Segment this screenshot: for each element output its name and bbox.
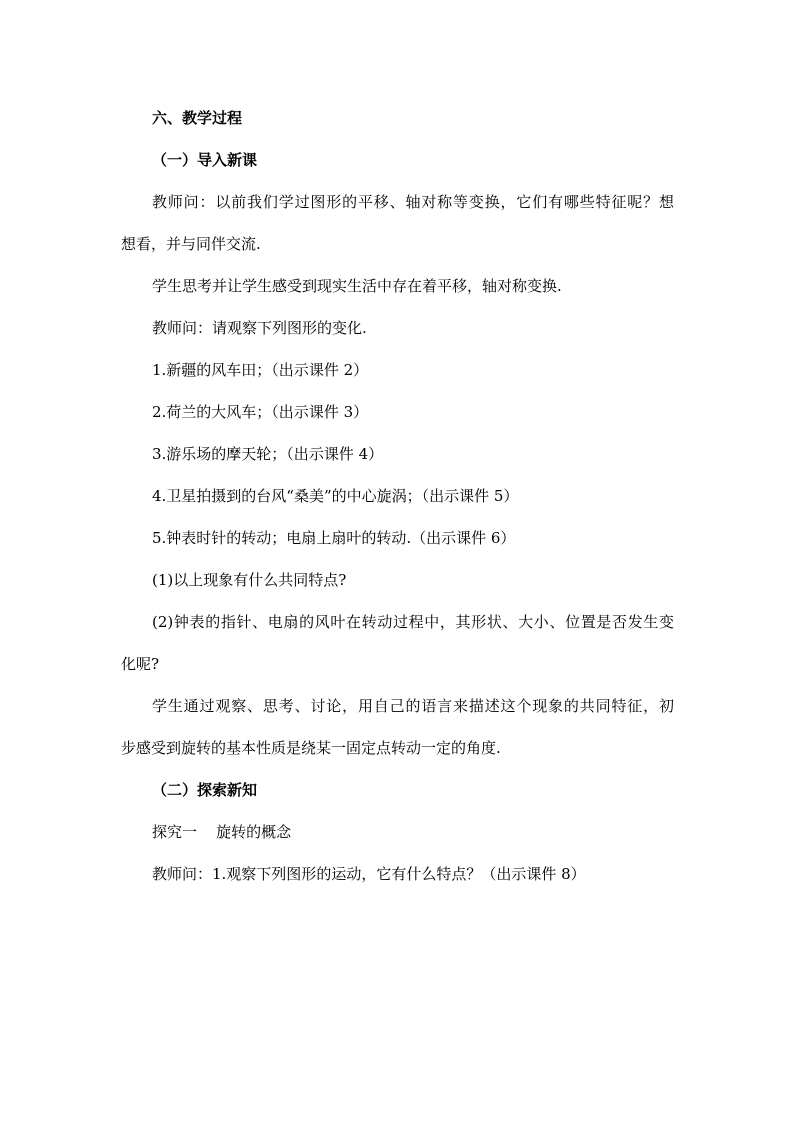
list-item: 1.新疆的风车田；（出示课件 2） bbox=[152, 361, 369, 379]
subsection-title-intro: （一）导入新课 bbox=[152, 151, 258, 169]
subsection-title-explore: （二）探索新知 bbox=[152, 781, 258, 799]
paragraph-teacher-question-line-1: 教师问：以前我们学过图形的平移、轴对称等变换，它们有哪些特征呢？想 bbox=[152, 193, 674, 211]
paragraph-teacher-question-line-2: 想看，并与同伴交流. bbox=[121, 235, 261, 253]
list-item: 2.荷兰的大风车；（出示课件 3） bbox=[152, 403, 369, 421]
paragraph-student-discussion-line-2: 步感受到旋转的基本性质是绕某一固定点转动一定的角度. bbox=[121, 739, 501, 757]
paragraph-teacher-observe: 教师问：请观察下列图形的变化. bbox=[152, 319, 367, 337]
list-item: 5.钟表时针的转动；电扇上扇叶的转动.（出示课件 6） bbox=[152, 529, 516, 547]
exploration-1-heading: 探究一 旋转的概念 bbox=[152, 823, 292, 841]
paragraph-student-thinking: 学生思考并让学生感受到现实生活中存在着平移，轴对称变换. bbox=[152, 277, 562, 295]
list-item: 4.卫星拍摄到的台风“桑美”的中心旋涡；（出示课件 5） bbox=[152, 487, 519, 505]
section-title: 六、教学过程 bbox=[152, 109, 243, 127]
question-1: (1)以上现象有什么共同特点? bbox=[152, 571, 347, 589]
question-2-line-2: 化呢? bbox=[121, 655, 160, 673]
paragraph-teacher-question-3: 教师问：1.观察下列图形的运动，它有什么特点？（出示课件 8） bbox=[152, 865, 586, 883]
question-2-line-1: (2)钟表的指针、电扇的风叶在转动过程中，其形状、大小、位置是否发生变 bbox=[152, 613, 674, 631]
paragraph-student-discussion-line-1: 学生通过观察、思考、讨论，用自己的语言来描述这个现象的共同特征，初 bbox=[152, 697, 674, 715]
list-item: 3.游乐场的摩天轮；（出示课件 4） bbox=[152, 445, 384, 463]
